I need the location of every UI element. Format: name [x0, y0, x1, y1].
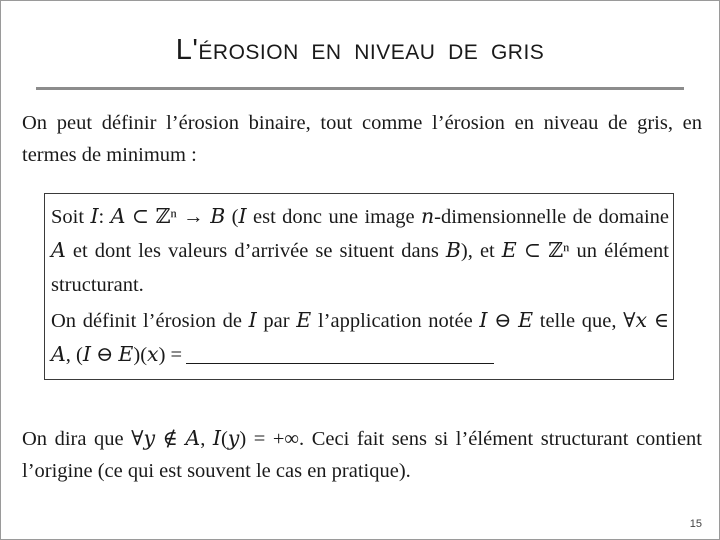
definition-line-2-text: On définit l’érosion de 𝐼 par 𝐸 l’application notée 𝐼 ⊖ 𝐸 telle que, ∀𝑥 ∈ 𝐴, (𝐼 ⊖ 𝐸)(𝑥) = [51, 310, 669, 366]
intro-paragraph: On peut définir l’érosion binaire, tout comme l’érosion en niveau de gris, en termes de minimum : [22, 112, 702, 166]
conclusion-paragraph: On dira que ∀𝑦 ∉ 𝐴, 𝐼(𝑦) = +∞. Ceci fait sens si l’élément structurant contient l’origine (ce qui est souvent le cas en pratique). [22, 428, 702, 482]
title-divider [36, 87, 684, 90]
title-rest: ÉROSION EN NIVEAU DE GRIS [198, 41, 545, 64]
definition-box [44, 193, 674, 380]
page-number: 15 [689, 518, 702, 530]
definition-line-2 [51, 304, 669, 372]
title-first-letter: L [175, 34, 193, 66]
title-apostrophe: ' [192, 34, 199, 66]
slide-title [0, 34, 720, 67]
definition-line-1: Soit 𝐼: 𝐴 ⊂ ℤⁿ → 𝐵 (𝐼 est donc une image 𝑛-dimensionnelle de domaine 𝐴 et dont les valeurs d’arrivée se situent dans 𝐵), et 𝐸 ⊂ ℤⁿ un élément structurant. [51, 206, 669, 296]
answer-blank [186, 343, 494, 364]
